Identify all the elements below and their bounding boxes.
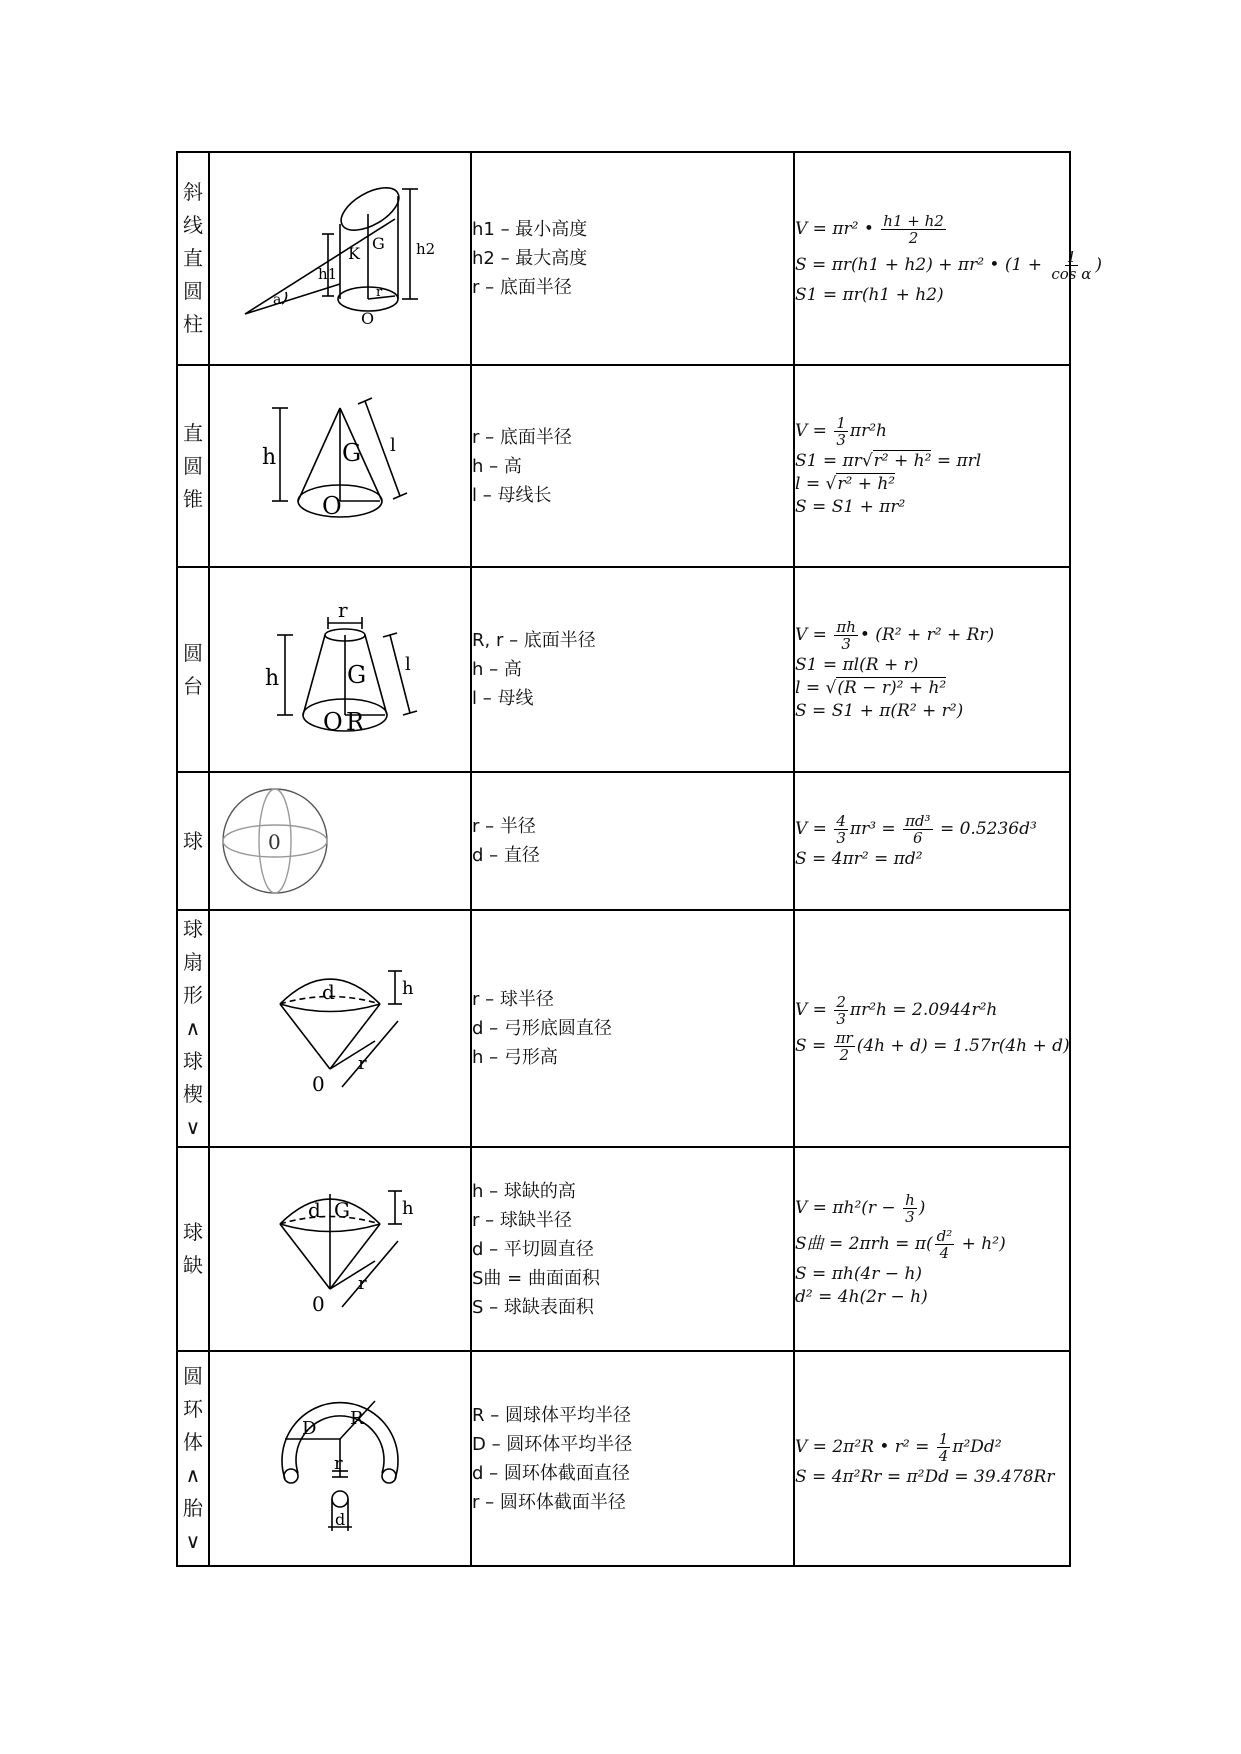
variable-line: l – 母线长 [472, 484, 552, 506]
table-row-spherical-sector [177, 910, 1070, 1147]
formula-text: V = [795, 819, 833, 839]
variables-cell [471, 567, 794, 772]
fraction [903, 813, 932, 846]
name-char: 环 [183, 1396, 203, 1421]
variables-cell [471, 1351, 794, 1566]
formula-text: l = [795, 677, 826, 698]
formula: S = S1 + π(R² + r²) [795, 700, 964, 721]
formula-cell [794, 567, 1070, 772]
variables-cell [471, 365, 794, 567]
figure-label: R [346, 707, 365, 736]
figure-label: K [348, 243, 360, 263]
table-row-sphere [177, 772, 1070, 910]
table-row-frustum [177, 567, 1070, 772]
name-char: 扇 [183, 950, 203, 974]
figure-label: r [338, 597, 348, 622]
name-char: 线 [183, 213, 203, 237]
formula-cell [794, 772, 1070, 910]
frustum-figure [250, 595, 430, 745]
fraction-num: h1 + h2 [883, 211, 944, 230]
name-char: 斜 [183, 180, 203, 204]
variable-line: l – 母线 [472, 688, 534, 709]
formula-text: S曲 = 2πrh = π( [795, 1233, 933, 1254]
figure-label: h [265, 665, 280, 691]
fraction-den: 3 [905, 1207, 915, 1226]
figure-cell [209, 1351, 471, 1566]
radicand: r² + h² [873, 451, 932, 471]
fraction-den: 3 [836, 829, 846, 847]
fraction-num: πd³ [905, 812, 931, 830]
variables-cell [471, 1147, 794, 1351]
fraction-num: 1 [836, 414, 846, 432]
name-char: 楔 [183, 1082, 203, 1106]
formula-text: S = [795, 1036, 832, 1056]
formula [795, 213, 1069, 246]
variables-cell [471, 152, 794, 365]
formula [795, 1192, 1069, 1225]
formula: S = 4πr² = πd² [795, 849, 923, 869]
figure-label: r [334, 1452, 343, 1474]
fraction [834, 619, 858, 652]
variable-line: S – 球缺表面积 [472, 1296, 594, 1318]
figure-label: r [358, 1052, 367, 1074]
variable-line: d – 平切圆直径 [472, 1238, 594, 1260]
formula [795, 1228, 1069, 1261]
formula-cell [794, 1147, 1070, 1351]
figure-label: O [361, 308, 375, 328]
fraction-num: h [905, 1190, 915, 1209]
variables-cell [471, 910, 794, 1147]
variable-line: d – 弓形底圆直径 [472, 1018, 612, 1039]
fraction-den: cos α [1051, 264, 1092, 283]
figure-label: d [335, 1509, 346, 1529]
formula [795, 415, 1069, 448]
variable-line: d – 直径 [472, 845, 540, 866]
figure-label: l [390, 435, 396, 456]
name-char: 胎 [183, 1495, 203, 1520]
table-row-torus [177, 1351, 1070, 1566]
figure-label: G [372, 233, 385, 253]
fraction [935, 1228, 955, 1261]
fraction-den: 2 [908, 228, 919, 247]
figure-cell [209, 365, 471, 567]
fraction [903, 1192, 917, 1225]
formula: d² = 4h(2r − h) [795, 1286, 928, 1307]
figure-label: h [402, 1198, 414, 1219]
torus-figure [250, 1379, 430, 1539]
formula-text: π²Dd² [952, 1436, 1002, 1457]
figure-cell [209, 772, 471, 910]
fraction-den: 6 [913, 829, 923, 847]
figure-label: r [376, 284, 383, 300]
fraction-den: 4 [938, 1446, 949, 1465]
formula-cell [794, 152, 1103, 365]
variables-cell [471, 772, 794, 910]
formula: S1 = πr(h1 + h2) [795, 284, 944, 305]
fraction [881, 213, 946, 246]
variable-line: R, r – 底面半径 [472, 630, 596, 651]
fraction-den: 2 [839, 1046, 849, 1064]
name-char: 直 [183, 420, 203, 445]
row-name [177, 910, 209, 1147]
figure-label: 0 [312, 1292, 325, 1316]
row-name [177, 567, 209, 772]
variable-line: D – 圆环体平均半径 [472, 1433, 633, 1455]
formula-text: + h²) [956, 1233, 1006, 1254]
formula: S = 4π²Rr = π²Dd = 39.478Rr [795, 1466, 1055, 1487]
figure-label: D [302, 1417, 317, 1439]
fraction-den: 3 [836, 1010, 846, 1028]
formula-text: πr²h [849, 421, 887, 441]
formula: S = πh(4r − h) [795, 1263, 923, 1284]
figure-label: G [342, 439, 362, 467]
row-name [177, 152, 209, 365]
formula: l = √r² + h² [795, 474, 896, 494]
figure-label: h [262, 445, 277, 470]
formula-text: = πrl [931, 451, 982, 471]
figure-label: h2 [416, 239, 436, 258]
formula-text: (4h + d) = 1.57r(4h + d) [856, 1036, 1070, 1056]
figure-cell [209, 152, 471, 365]
name-char: 柱 [183, 312, 203, 336]
formula-text: l = [795, 474, 826, 494]
formula-text: S1 = πr [795, 451, 862, 471]
formula-text: V = [795, 421, 833, 441]
formula: l = √(R − r)² + h² [795, 677, 947, 698]
formula-text: V = πh²(r − [795, 1197, 902, 1218]
figure-label: G [347, 660, 367, 689]
variable-line: r – 圆环体截面半径 [472, 1491, 626, 1513]
figure-label: R [350, 1407, 364, 1429]
figure-label: 0 [268, 830, 281, 854]
fraction-den: 3 [841, 634, 851, 653]
formula: S1 = πr√r² + h² = πrl [795, 451, 982, 471]
formula-text: V = [795, 624, 833, 645]
figure-cell [209, 567, 471, 772]
variable-line: R – 圆球体平均半径 [472, 1404, 631, 1426]
figure-label: d [308, 1198, 321, 1222]
figure-label: l [405, 653, 411, 675]
variable-line: h – 高 [472, 659, 522, 680]
fraction-num: 2 [836, 993, 846, 1011]
variable-line: r – 球半径 [472, 989, 554, 1010]
fraction-num: d² [936, 1226, 953, 1245]
row-name [177, 1147, 209, 1351]
fraction-den: 3 [836, 431, 846, 449]
name-char: 台 [183, 673, 203, 698]
variable-line: h2 – 最大高度 [472, 248, 588, 269]
variable-line: S曲 = 曲面面积 [472, 1267, 600, 1289]
name-char: 锥 [183, 486, 203, 511]
name-char: 球 [183, 1220, 203, 1244]
formula-text: V = 2π²R • r² = [795, 1436, 935, 1457]
fraction-num: πr [835, 1029, 853, 1047]
oblique-cylinder-figure [240, 184, 440, 334]
formula [795, 813, 1069, 846]
name-char: 圆 [183, 453, 203, 478]
fraction-num: πh [836, 617, 856, 636]
figure-label: O [323, 707, 343, 736]
fraction [937, 1431, 951, 1464]
name-char: 圆 [183, 640, 203, 665]
fraction-den: 4 [939, 1243, 950, 1262]
variable-line: h – 球缺的高 [472, 1180, 576, 1202]
fraction-num: 4 [836, 812, 846, 830]
fraction [834, 994, 848, 1027]
formula [795, 247, 1103, 283]
formula [795, 619, 1069, 652]
row-name [177, 1351, 209, 1566]
name-char: 球 [183, 917, 203, 941]
formula [795, 1030, 1069, 1063]
formula: S = S1 + πr² [795, 497, 906, 517]
table-row-oblique-cylinder [177, 152, 1070, 365]
fraction [1049, 249, 1093, 282]
table-row-spherical-cap [177, 1147, 1070, 1351]
name-char: 形 [183, 983, 203, 1007]
spherical-cap-figure [250, 1179, 430, 1319]
name-char: 直 [183, 246, 203, 270]
figure-label: h1 [318, 264, 338, 283]
right-cone-figure [250, 396, 430, 536]
name-char: 体 [183, 1429, 203, 1454]
formula-text: • (R² + r² + Rr) [859, 624, 995, 645]
formula-text: S = πr(h1 + h2) + πr² • (1 + [795, 254, 1048, 275]
figure-label: O [322, 492, 342, 520]
row-name [177, 365, 209, 567]
fraction [834, 813, 848, 846]
name-char: ∧ [185, 1462, 201, 1487]
name-char: ∧ [185, 1016, 201, 1040]
name-char: 球 [183, 828, 203, 853]
variable-line: r – 半径 [472, 816, 536, 837]
formula [795, 994, 1069, 1027]
name-char: 缺 [183, 1253, 203, 1277]
formula-text: V = [795, 1000, 833, 1020]
figure-label: G [334, 1198, 350, 1222]
formula-text: πr²h = 2.0944r²h [849, 1000, 998, 1020]
fraction [834, 415, 848, 448]
variable-line: r – 球缺半径 [472, 1209, 572, 1231]
variable-line: h1 – 最小高度 [472, 219, 588, 240]
variable-line: h – 高 [472, 455, 522, 477]
variable-line: r – 底面半径 [472, 277, 572, 298]
spherical-sector-figure [250, 959, 430, 1099]
figure-cell [209, 1147, 471, 1351]
figure-label: r [358, 1273, 367, 1294]
fraction-num: 1 [938, 1429, 949, 1448]
formula: S1 = πl(R + r) [795, 654, 919, 675]
radicand: r² + h² [837, 474, 896, 494]
sphere-figure [220, 781, 460, 901]
formula-cell [794, 910, 1070, 1147]
figure-label: d [322, 979, 335, 1004]
variable-line: r – 底面半径 [472, 426, 572, 448]
formula-text: ) [1095, 254, 1103, 275]
fraction-num: 1 [1066, 247, 1077, 266]
name-char: 圆 [183, 279, 203, 303]
figure-label: h [402, 977, 414, 999]
formula-text: = 0.5236d³ [934, 819, 1037, 839]
formula-text: V = πr² • [795, 218, 880, 239]
formula [795, 1431, 1069, 1464]
formula-table [176, 151, 1103, 1567]
variable-line: d – 圆环体截面直径 [472, 1462, 630, 1484]
figure-label: a [273, 291, 282, 308]
radicand: (R − r)² + h² [837, 677, 947, 698]
row-name [177, 772, 209, 910]
formula-cell [794, 1351, 1070, 1566]
name-char: 圆 [183, 1363, 203, 1388]
formula-text: πr³ = [849, 819, 902, 839]
table-row-right-cone [177, 365, 1070, 567]
formula-cell [794, 365, 1070, 567]
variable-line: h – 弓形高 [472, 1047, 558, 1068]
name-char: ∨ [185, 1528, 201, 1553]
name-char: 球 [183, 1049, 203, 1073]
formula-text: ) [918, 1197, 926, 1218]
fraction [834, 1030, 855, 1063]
figure-label: 0 [312, 1071, 325, 1096]
name-char: ∨ [185, 1115, 201, 1139]
figure-cell [209, 910, 471, 1147]
